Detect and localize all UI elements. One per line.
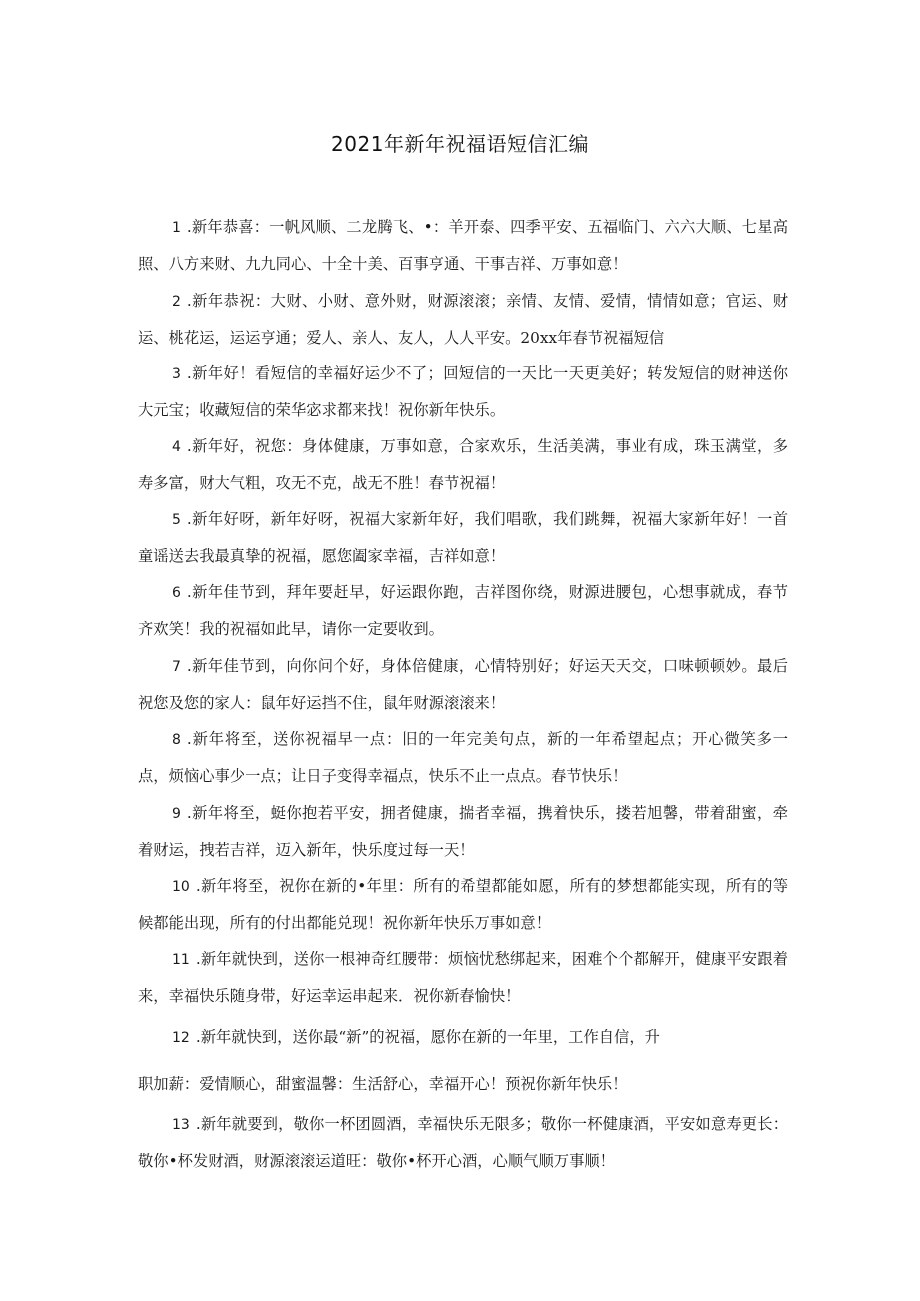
paragraph-text: .新年将至，蜓你抱若平安，拥者健康，揣者幸福，携着快乐，搂若旭馨，带着甜蜜，牵着财运，拽若吉祥，迈入新年，快乐度过每一天！ [138, 804, 788, 859]
paragraph-number: 5 [172, 512, 181, 528]
paragraph-11 [138, 941, 788, 1014]
paragraph-text: .新年好，祝您：身体健康，万事如意，合家欢乐，生活美满，事业有成，珠玉满堂，多寿多富，财大气粗，攻无不克，战无不胜！春节祝福！ [138, 437, 788, 492]
paragraph-number: 12 [172, 1030, 190, 1046]
paragraph-12-continued [138, 1066, 788, 1102]
paragraph-number: 7 [172, 659, 181, 675]
paragraph-6 [138, 574, 788, 647]
paragraph-number: 1 [172, 220, 181, 236]
paragraph-text: .新年好呀，新年好呀，祝福大家新年好，我们唱歌，我们跳舞，祝福大家新年好！一首童谣送去我最真挚的祝福，愿您阖家幸福，吉祥如意！ [138, 510, 788, 565]
paragraph-7 [138, 648, 788, 721]
paragraph-4 [138, 428, 788, 501]
paragraph-2 [138, 283, 788, 356]
paragraph-9 [138, 795, 788, 868]
paragraph-8 [138, 721, 788, 794]
paragraph-text: .新年就快到，送你一根神奇红腰带：烦恼忧愁绑起来，困难个个都解开，健康平安跟着来，幸福快乐随身带，好运幸运串起来．祝你新春愉快！ [138, 950, 788, 1005]
paragraph-text: .新年佳节到，向你问个好，身体倍健康，心情特别好；好运天天交，口味顿顿妙。最后祝您及您的家人：鼠年好运挡不住，鼠年财源滚滚来！ [138, 657, 788, 712]
paragraph-text: .新年恭祝：大财、小财、意外财，财源滚滚；亲情、友情、爱情，情情如意；官运、财运、桃花运，运运亨通；爱人、亲人、友人，人人平安。20xx年春节祝福短信 [138, 292, 788, 347]
paragraph-number: 6 [172, 585, 181, 601]
paragraph-number: 13 [172, 1117, 190, 1133]
paragraph-text: .新年将至，祝你在新的•年里：所有的希望都能如愿，所有的梦想都能实现，所有的等候都能出现，所有的付出都能兑现！祝你新年快乐万事如意！ [138, 877, 788, 932]
document-title: 2021年新年祝福语短信汇编 [331, 132, 589, 156]
paragraph-text: .新年将至，送你祝福早一点：旧的一年完美句点，新的一年希望起点；开心微笑多一点，烦恼心事少一点；让日子变得幸福点，快乐不止一点点。春节快乐！ [138, 730, 788, 785]
paragraph-number: 2 [172, 294, 181, 310]
paragraph-5 [138, 501, 788, 574]
paragraph-13 [138, 1106, 788, 1179]
paragraph-10 [138, 868, 788, 941]
paragraph-text: .新年就快到，送你最“新”的祝福，愿你在新的一年里，工作自信，升 [195, 1028, 660, 1046]
paragraph-number: 3 [172, 366, 181, 382]
paragraph-number: 10 [172, 879, 190, 895]
paragraph-text: 职加薪：爱情顺心，甜蜜温馨：生活舒心，幸福开心！预祝你新年快乐！ [138, 1075, 628, 1093]
paragraph-3 [138, 355, 788, 428]
paragraph-text: .新年恭喜：一帆风顺、二龙腾飞、•：羊开泰、四季平安、五福临门、六六大顺、七星高照、八方来财、九九同心、十全十美、百事亨通、干事吉祥、万事如意！ [138, 218, 788, 273]
paragraph-text: .新年好！看短信的幸福好运少不了；回短信的一天比一天更美好；转发短信的财神送你大元宝；收藏短信的荣华宓求都来找！祝你新年快乐。 [138, 364, 788, 419]
paragraph-number: 9 [172, 806, 181, 822]
paragraph-text: .新年佳节到，拜年要赶早，好运跟你跑，吉祥图你绕，财源进腰包，心想事就成，春节齐欢笑！我的祝福如此早，请你一定要收到。 [138, 583, 788, 638]
paragraph-12 [138, 1019, 788, 1056]
paragraph-text: .新年就要到，敬你一杯团圆酒，幸福快乐无限多；敬你一杯健康酒，平安如意寿更长：敬你•杯发财酒，财源滚滚运道旺：敬你•杯开心酒，心顺气顺万事顺！ [138, 1115, 788, 1170]
paragraph-number: 11 [172, 952, 190, 968]
paragraph-number: 4 [172, 439, 181, 455]
paragraph-number: 8 [172, 732, 181, 748]
paragraph-1 [138, 209, 788, 282]
